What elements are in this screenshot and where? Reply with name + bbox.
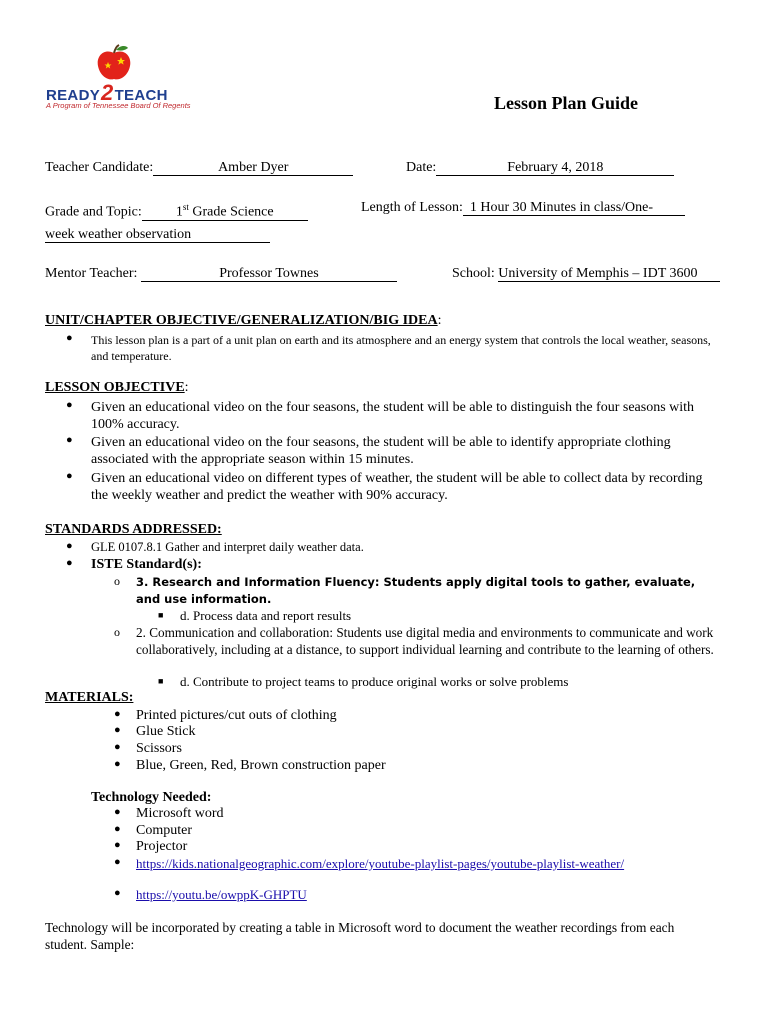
square-bullet-icon: ■ [158, 676, 164, 686]
grade-label: Grade and Topic: [45, 204, 142, 220]
square-bullet-icon: ■ [158, 610, 164, 620]
length-label: Length of Lesson: [361, 200, 463, 215]
mentor-value: Professor Townes [141, 266, 397, 282]
natgeo-playlist-link[interactable]: https://kids.nationalgeographic.com/explore/youtube-playlist-pages/youtube-playlist-weather/ [136, 856, 625, 871]
length-value-line2: week weather observation [45, 227, 270, 243]
date-row [406, 160, 674, 176]
apple-icon [94, 44, 134, 82]
closing-paragraph: Technology will be incorporated by creating a table in Microsoft word to document the weather recordings from each student. Sample: [45, 920, 675, 952]
bullet-icon: ● [66, 332, 73, 344]
logo-tagline: A Program of Tennessee Board Of Regents [46, 101, 191, 110]
bullet-icon: ● [66, 540, 73, 552]
grade-value: 1st Grade Science [142, 200, 308, 221]
bullet-icon: ● [114, 806, 121, 818]
bullet-icon: ● [114, 823, 121, 835]
circle-bullet-icon: o [114, 574, 120, 588]
circle-bullet-icon: o [114, 625, 120, 639]
page-title: Lesson Plan Guide [494, 93, 639, 113]
logo-wordmark: READY2TEACH [46, 80, 168, 105]
bullet-icon: ● [114, 708, 121, 720]
length-row-continued [45, 227, 270, 243]
bullet-icon: ● [114, 758, 121, 770]
youtube-video-link[interactable]: https://youtu.be/owppK-GHPTU [136, 887, 307, 902]
teacher-value: Amber Dyer [153, 160, 353, 176]
school-label: School: [452, 266, 495, 281]
mentor-row [45, 266, 397, 282]
bullet-icon: ● [114, 887, 121, 899]
teacher-label: Teacher Candidate: [45, 160, 154, 175]
length-row [361, 200, 685, 216]
teacher-row [45, 160, 353, 176]
mentor-label: Mentor Teacher: [45, 266, 138, 281]
unit-objective-heading: UNIT/CHAPTER OBJECTIVE/GENERALIZATION/BIG IDEA: [45, 313, 442, 328]
bullet-icon: ● [114, 741, 121, 753]
date-label: Date: [406, 160, 437, 175]
materials-heading: MATERIALS: [45, 690, 134, 705]
bullet-icon: ● [114, 724, 121, 736]
bullet-icon: ● [66, 470, 73, 482]
bullet-icon: ● [114, 856, 121, 868]
length-value-line1: 1 Hour 30 Minutes in class/One- [463, 200, 685, 216]
school-row [452, 266, 720, 282]
standards-heading: STANDARDS ADDRESSED: [45, 522, 222, 537]
date-value: February 4, 2018 [436, 160, 674, 176]
technology-heading: Technology Needed: [91, 790, 212, 805]
bullet-icon: ● [66, 399, 73, 411]
bullet-icon: ● [66, 557, 73, 569]
bullet-icon: ● [66, 434, 73, 446]
lesson-objective-heading: LESSON OBJECTIVE: [45, 380, 189, 395]
school-value: University of Memphis – IDT 3600 [498, 266, 720, 282]
grade-row [45, 200, 308, 221]
ready2teach-logo [46, 44, 191, 116]
bullet-icon: ● [114, 839, 121, 851]
